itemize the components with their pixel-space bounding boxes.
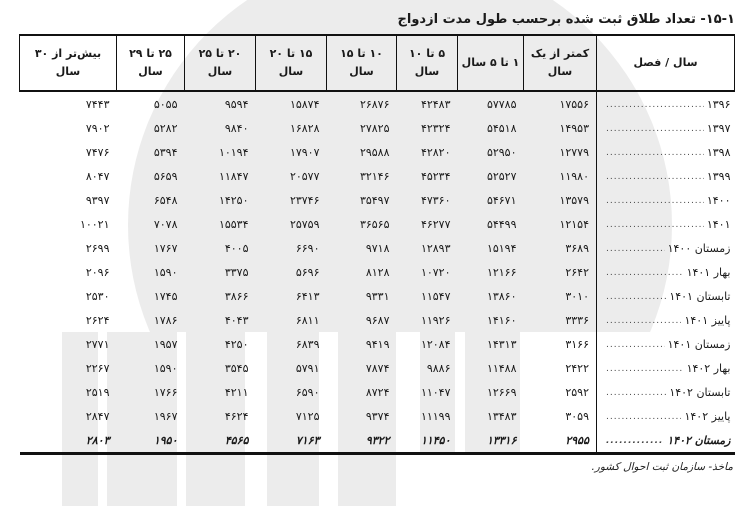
row-label-text: بهار ۱۴۰۱ [686,265,731,279]
col-header-over-30-years: بیش‌تر از ۳۰ سال [20,35,117,91]
cell-value: ۹۶۸۷ [365,313,390,327]
dotted-leader [606,290,666,302]
cell-value: ۲۶۲۴ [85,313,110,327]
cell-value: ۵۷۹۱ [295,361,320,375]
cell-value: ۵۴۴۹۹ [486,217,517,231]
header-row [20,35,735,91]
cell-value: ۵۴۶۷۱ [486,193,517,207]
cell-value: ۳۵۴۹۷ [359,193,390,207]
cell-value: ۱۴۱۶۰ [486,313,517,327]
cell-value: ۶۸۱۱ [295,313,320,327]
cell-value: ۷۴۴۳ [85,97,110,111]
cell-value: ۴۰۰۵ [224,241,249,255]
cell-value: ۳۶۸۹ [565,241,589,255]
table-row [20,284,735,308]
table-row [20,356,735,380]
row-label [597,212,735,236]
cell-value: ۱۱۹۸۰ [559,169,589,183]
cell-value: ۱۹۵۷ [153,337,178,351]
cell-value: ۲۵۱۹ [85,385,110,399]
cell-value: ۱۳۸۶۰ [486,289,517,303]
cell-value: ۴۲۳۲۴ [420,121,451,135]
table-row [20,332,735,356]
table-row [20,91,735,116]
cell-value: ۱۴۹۵۳ [559,121,589,135]
row-label-text: پاییز ۱۴۰۲ [684,409,731,423]
cell-value: ۹۸۸۶ [426,361,451,375]
cell-value: ۵۲۸۲ [153,121,178,135]
cell-value: ۱۱۱۹۹ [420,409,451,423]
row-label-text: تابستان ۱۴۰۲ [669,385,731,399]
cell-value: ۱۵۵۳۴ [218,217,249,231]
cell-value: ۳۳۳۶ [565,313,589,327]
cell-value: ۹۷۱۸ [365,241,390,255]
table-row [20,140,735,164]
cell-value: ۱۷۹۰۷ [289,145,320,159]
cell-value: ۲۰۵۷۷ [289,169,320,183]
table-row [20,116,735,140]
dotted-leader [606,146,704,158]
cell-value: ۳۲۱۴۶ [359,169,390,183]
cell-value: ۵۶۵۹ [153,169,178,183]
cell-value: ۲۵۷۵۹ [289,217,320,231]
cell-value: ۱۵۹۰ [153,265,178,279]
row-label [597,236,735,260]
dotted-leader [606,386,666,398]
col-header-20-to-25-years: ۲۰ تا ۲۵ سال [185,35,256,91]
cell-value: ۴۰۴۳ [224,313,249,327]
cell-value: ۲۶۹۹ [85,241,110,255]
cell-value: ۶۶۹۰ [295,241,320,255]
dotted-leader [606,242,665,254]
dotted-leader [606,410,681,422]
col-header-1-to-5-years: ۱ تا ۵ سال [458,35,524,91]
cell-value: ۴۶۲۴ [224,409,249,423]
cell-value: ۱۳۳۱۶ [486,433,517,447]
row-label [597,404,735,428]
dotted-leader [606,170,704,182]
row-label [597,380,735,404]
cell-value: ۳۰۱۰ [565,289,589,303]
row-label [597,428,735,454]
cell-value: ۸۰۴۷ [85,169,110,183]
cell-value: ۴۲۵۰ [224,337,249,351]
table-row [20,212,735,236]
cell-value: ۹۵۹۴ [224,97,249,111]
cell-value: ۳۱۶۶ [565,337,589,351]
cell-value: ۴۷۳۶۰ [420,193,451,207]
cell-value: ۱۱۰۴۷ [420,385,451,399]
cell-value: ۳۳۷۵ [224,265,249,279]
cell-value: ۱۲۶۶۹ [486,385,517,399]
cell-value: ۱۳۵۷۹ [559,193,589,207]
cell-value: ۳۵۴۵ [224,361,249,375]
col-header-10-to-15-years: ۱۰ تا ۱۵ سال [327,35,397,91]
col-header-5-to-10-years: ۵ تا ۱۰ سال [397,35,458,91]
table-body [20,91,735,454]
cell-value: ۷۸۷۴ [365,361,390,375]
cell-value: ۵۶۹۶ [295,265,320,279]
dotted-leader [606,434,664,446]
cell-value: ۲۷۷۱ [85,337,110,351]
row-label-text: ۱۴۰۱ [706,217,731,231]
cell-value: ۳۸۶۶ [224,289,249,303]
cell-value: ۱۲۱۶۶ [486,265,517,279]
table-row [20,236,735,260]
row-label-text: ۱۳۹۶ [706,97,731,111]
row-label [597,356,735,380]
cell-value: ۱۴۳۱۳ [486,337,517,351]
cell-value: ۶۴۱۳ [295,289,320,303]
row-label-text: بهار ۱۴۰۲ [686,361,731,375]
dotted-leader [606,314,681,326]
cell-value: ۲۹۵۸۸ [359,145,390,159]
table-row [20,380,735,404]
row-label [597,332,735,356]
cell-value: ۷۹۰۲ [85,121,110,135]
col-header-year-season: سال / فصل [597,35,735,91]
cell-value: ۱۴۲۵۰ [218,193,249,207]
row-label [597,91,735,116]
cell-value: ۲۴۲۲ [565,361,589,375]
cell-value: ۱۵۱۹۴ [486,241,517,255]
cell-value: ۵۴۵۱۸ [486,121,517,135]
table-row [20,188,735,212]
table-title: ۱۵-۱- تعداد طلاق ثبت شده برحسب طول مدت ازدواج [397,12,735,27]
dotted-leader [606,98,704,110]
cell-value: ۱۱۵۴۷ [420,289,451,303]
cell-value: ۹۴۱۹ [365,337,390,351]
cell-value: ۹۳۷۴ [365,409,390,423]
cell-value: ۳۶۵۶۵ [359,217,390,231]
row-label [597,308,735,332]
row-label-text: ۱۳۹۸ [706,145,731,159]
row-label-text: زمستان ۱۴۰۰ [667,241,731,255]
cell-value: ۱۱۴۸۸ [486,361,517,375]
cell-value: ۴۶۲۷۷ [420,217,451,231]
dotted-leader [606,338,665,350]
table-row [20,308,735,332]
cell-value: ۷۰۷۸ [153,217,178,231]
cell-value: ۵۰۵۵ [153,97,178,111]
row-label [597,140,735,164]
cell-value: ۱۶۸۲۸ [289,121,320,135]
cell-value: ۶۵۹۰ [295,385,320,399]
cell-value: ۱۷۶۶ [153,385,178,399]
cell-value: ۱۵۸۷۴ [289,97,320,111]
cell-value: ۱۱۹۲۶ [420,313,451,327]
dotted-leader [606,122,704,134]
row-label-text: تابستان ۱۴۰۱ [669,289,731,303]
cell-value: ۲۵۳۰ [85,289,110,303]
cell-value: ۲۹۵۵ [565,433,589,447]
divorce-by-marriage-duration-table [19,34,735,455]
cell-value: ۷۱۲۵ [295,409,320,423]
cell-value: ۱۰۱۹۴ [218,145,249,159]
cell-value: ۴۵۶۵ [224,433,249,447]
row-label [597,188,735,212]
cell-value: ۱۲۷۷۹ [559,145,589,159]
table-row [20,428,735,454]
dotted-leader [606,266,684,278]
cell-value: ۱۷۶۷ [153,241,178,255]
row-label-text: ۱۳۹۹ [706,169,731,183]
cell-value: ۷۱۶۳ [295,433,320,447]
cell-value: ۵۷۷۸۵ [486,97,517,111]
cell-value: ۱۱۴۵۰ [420,433,451,447]
cell-value: ۱۳۴۸۳ [486,409,517,423]
cell-value: ۲۶۸۷۶ [359,97,390,111]
cell-value: ۵۳۹۴ [153,145,178,159]
cell-value: ۴۲۴۸۳ [420,97,451,111]
cell-value: ۸۷۲۴ [365,385,390,399]
cell-value: ۴۲۸۲۰ [420,145,451,159]
cell-value: ۹۳۲۲ [365,433,390,447]
cell-value: ۱۷۴۵ [153,289,178,303]
cell-value: ۲۳۷۴۶ [289,193,320,207]
cell-value: ۶۵۴۸ [153,193,178,207]
cell-value: ۶۸۳۹ [295,337,320,351]
row-label [597,284,735,308]
cell-value: ۲۷۸۲۵ [359,121,390,135]
dotted-leader [606,362,684,374]
cell-value: ۱۱۸۴۷ [218,169,249,183]
cell-value: ۳۰۵۹ [565,409,589,423]
cell-value: ۲۰۹۶ [85,265,110,279]
cell-value: ۲۸۴۷ [85,409,110,423]
cell-value: ۱۲۸۹۳ [420,241,451,255]
row-label-text: زمستان ۱۴۰۱ [667,337,731,351]
table-row [20,164,735,188]
cell-value: ۴۵۲۳۴ [420,169,451,183]
cell-value: ۷۴۷۶ [85,145,110,159]
cell-value: ۱۹۵۰ [153,433,178,447]
cell-value: ۱۰۷۲۰ [420,265,451,279]
dotted-leader [606,218,704,230]
cell-value: ۱۲۰۸۴ [420,337,451,351]
col-header-under-1-year: کمتر از یک سال [524,35,597,91]
cell-value: ۵۲۹۵۰ [486,145,517,159]
row-label-text: پاییز ۱۴۰۱ [684,313,731,327]
cell-value: ۱۷۸۶ [153,313,178,327]
source-note: ماخذ- سازمان ثبت احوال کشور. [591,461,733,473]
row-label [597,260,735,284]
dotted-leader [606,194,704,206]
cell-value: ۱۲۱۵۴ [559,217,589,231]
cell-value: ۴۲۱۱ [224,385,249,399]
col-header-25-to-29-years: ۲۵ تا ۲۹ سال [117,35,185,91]
cell-value: ۲۸۰۳ [85,433,110,447]
row-label [597,116,735,140]
table-row [20,404,735,428]
cell-value: ۹۸۴۰ [224,121,249,135]
cell-value: ۸۱۲۸ [365,265,390,279]
cell-value: ۲۶۴۲ [565,265,589,279]
cell-value: ۲۲۶۷ [85,361,110,375]
row-label-text: ۱۳۹۷ [706,121,731,135]
cell-value: ۹۳۳۱ [365,289,390,303]
cell-value: ۱۰۰۲۱ [79,217,110,231]
cell-value: ۱۵۹۰ [153,361,178,375]
row-label-text: زمستان ۱۴۰۲ [667,433,731,447]
cell-value: ۱۷۵۵۶ [559,97,589,111]
cell-value: ۹۳۹۷ [85,193,110,207]
table-row [20,260,735,284]
row-label [597,164,735,188]
cell-value: ۵۲۵۲۷ [486,169,517,183]
col-header-15-to-20-years: ۱۵ تا ۲۰ سال [256,35,327,91]
row-label-text: ۱۴۰۰ [706,193,731,207]
cell-value: ۱۹۶۷ [153,409,178,423]
cell-value: ۲۵۹۲ [565,385,589,399]
